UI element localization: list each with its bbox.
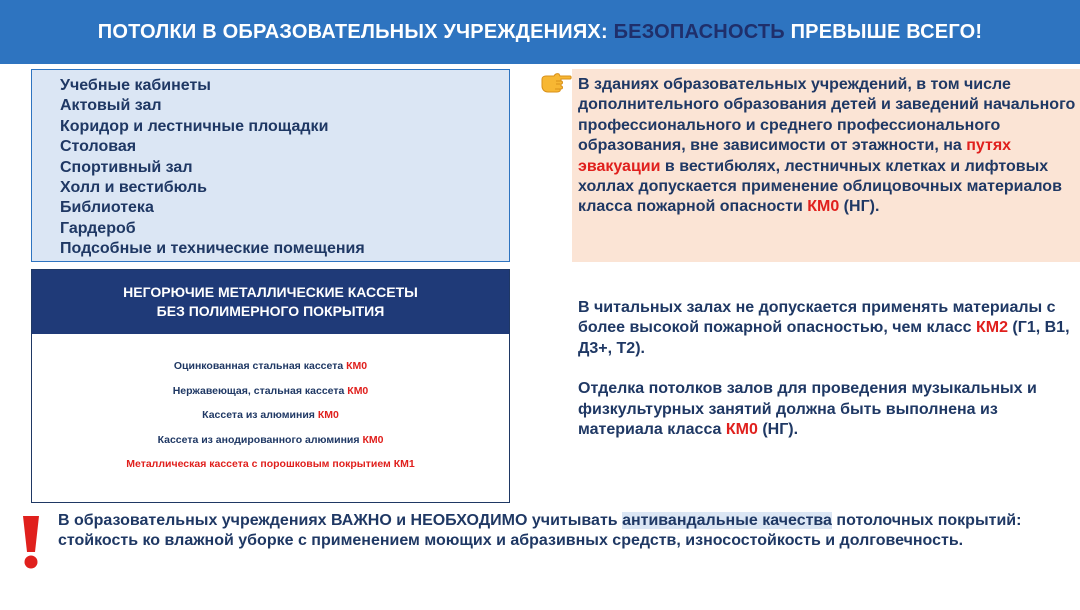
room-item: Холл и вестибюль [60, 179, 207, 197]
vandal-note [58, 511, 1070, 552]
reading-rooms-text: В читальных залах не допускается применять материалы с более высокой пожарной опасностью, чем класс КМ2 (Г1, В1, Д3+, Т2). [578, 299, 1070, 357]
page-title: ПОТОЛКИ В ОБРАЗОВАТЕЛЬНЫХ УЧРЕЖДЕНИЯХ: БЕЗОПАСНОСТЬ ПРЕВЫШЕ ВСЕГО! [97, 20, 983, 43]
vandal-note-text: В образовательных учреждениях ВАЖНО и НЕОБХОДИМО учитывать антивандальные качества потолочных покрытий: стойкость ко влажной уборке с применением моющих и абразивных средств, износостойкость и долговечность. [58, 512, 1022, 550]
room-item: Учебные кабинеты [60, 77, 211, 94]
room-item: Библиотека [60, 199, 154, 217]
cassette-item: Кассета из анодированного алюминия КМ0 [157, 433, 384, 446]
cassette-heading: НЕГОРЮЧИЕ МЕТАЛЛИЧЕСКИЕ КАССЕТЫ БЕЗ ПОЛИМЕРНОГО ПОКРЫТИЯ [32, 270, 509, 334]
evacuation-note-text: В зданиях образовательных учреждений, в том числе дополнительного образования детей и заведений начального профессионального и среднего профессионального образования, вне зависимости от этажности, на путях эвакуации в вестибюлях, лестничных клетках и лифтовых холлах допускается применение облицовочных материалов класса пожарной опасности КМ0 (НГ). [578, 76, 1076, 216]
evacuation-note [572, 69, 1080, 262]
cassette-list [32, 334, 509, 477]
cassette-item: Оцинкованная стальная кассета КМ0 [173, 360, 368, 372]
room-item: Столовая [60, 138, 137, 156]
antivandal-highlight: антивандальные качества [622, 512, 832, 529]
evacuation-highlight: путях эвакуации [578, 137, 1012, 175]
cassette-item-warning: Металлическая кассета с порошковым покрытием КМ1 [126, 458, 415, 470]
room-item: Актовый зал [60, 97, 162, 115]
halls-text: Отделка потолков залов для проведения музыкальных и физкультурных занятий должна быть выполнена из материала класса КМ0 (НГ). [578, 380, 1037, 439]
cassette-item: Кассета из алюминия КМ0 [202, 409, 339, 421]
reading-rooms-note [578, 298, 1080, 440]
room-item: Гардероб [60, 219, 136, 237]
room-list [31, 69, 510, 262]
room-item: Подсобные и технические помещения [60, 240, 365, 258]
exclamation-icon [20, 514, 42, 570]
room-item: Коридор и лестничные площадки [60, 117, 329, 135]
cassette-panel [31, 269, 510, 503]
header-banner [0, 0, 1080, 64]
cassette-item: Нержавеющая, стальная кассета КМ0 [172, 384, 369, 397]
room-item: Спортивный зал [60, 158, 193, 176]
pointing-hand-icon [540, 70, 572, 94]
title-highlight: БЕЗОПАСНОСТЬ [613, 20, 785, 43]
